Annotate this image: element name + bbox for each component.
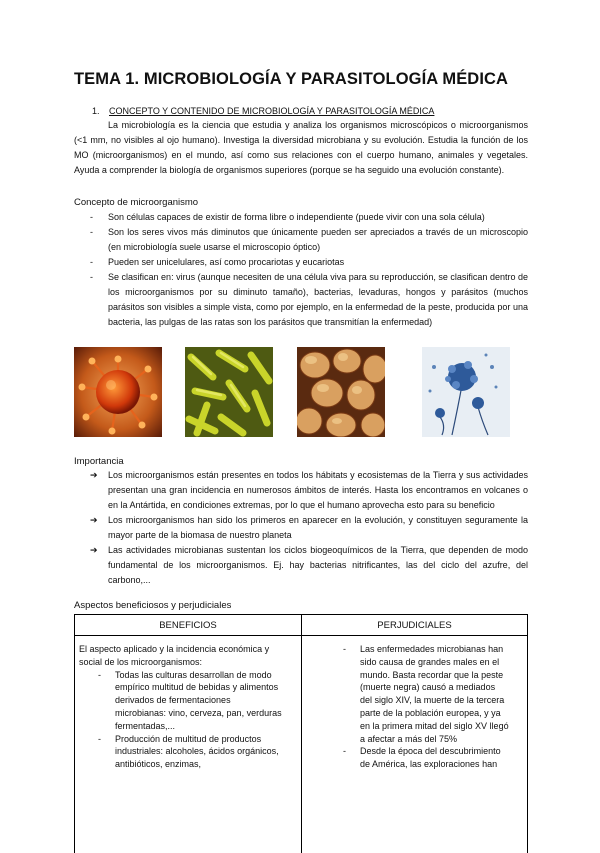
list-item: - Son células capaces de existir de forma libre o independiente (puede vivir con una sola célula): [74, 210, 528, 225]
importance-list: [74, 468, 528, 588]
bacteria-micrograph: [185, 347, 273, 437]
section-number: 1.: [92, 106, 109, 116]
fungus-micrograph: [422, 347, 510, 437]
list-item: - Se clasifican en: virus (aunque necesiten de una célula viva para su reproducción, se clasifican dentro de los microorganismos por su diminuto tamaño), bacterias, levaduras, hongos y parásitos (muchos parásitos son visibles a simple vista, como por ejemplo, en la enfermedad de la peste, producida por una bacteria, las pulgas de las ratas son los parásitos que transmitían la enfermedad): [74, 270, 528, 330]
benefits-header: BENEFICIOS: [75, 615, 302, 636]
list-item: - Producción de multitud de productos industriales: alcoholes, ácidos orgánicos, antibióticos, enzimas,: [79, 733, 283, 771]
arrow-icon: ➔: [90, 468, 98, 483]
benefits-intro: El aspecto aplicado y la incidencia económica y social de los microorganismos:: [79, 641, 297, 669]
list-item: - Todas las culturas desarrollan de modo empírico multitud de bebidas y alimentos derivados de fermentaciones microbianas: vino, cerveza, pan, verduras fermentadas,...: [79, 669, 283, 733]
page-title: TEMA 1. MICROBIOLOGÍA Y PARASITOLOGÍA MÉDICA: [74, 70, 508, 89]
aspects-heading: Aspectos beneficiosos y perjudiciales: [74, 600, 231, 611]
list-item: ➔ Los microorganismos están presentes en todos los hábitats y ecosistemas de la Tierra y sus actividades presentan una gran incidencia en numerosos ámbitos de interés. Hasta los encontramos en volcanes o en la Antártida, en condiciones extremas, por lo que el humano aprovecha esto para su beneficio: [74, 468, 528, 513]
harms-cell: [302, 636, 528, 853]
list-item: ➔ Los microorganismos han sido los primeros en aparecer en la evolución, y constituyen seguramente la mayor parte de la biomasa de nuestro planeta: [74, 513, 528, 543]
harms-header: PERJUDICIALES: [302, 615, 528, 636]
yeast-micrograph: [297, 347, 385, 437]
benefits-cell: [75, 636, 302, 853]
list-item: ➔ Las actividades microbianas sustentan los ciclos biogeoquímicos de la Tierra, que dependen de modo fundamental de los microorganismos. Ej. hay bacterias nitrificantes, las del ciclo del azufre, del carbono,...: [74, 543, 528, 588]
section-title: CONCEPTO Y CONTENIDO DE MICROBIOLOGÍA Y PARASITOLOGÍA MÉDICA: [109, 106, 434, 116]
concept-heading: Concepto de microorganismo: [74, 197, 198, 208]
list-item: - Pueden ser unicelulares, así como procariotas y eucariotas: [74, 255, 528, 270]
list-item: - Son los seres vivos más diminutos que únicamente pueden ser apreciados a través de un microscopio (en microbiología suele usarse el microscopio óptico): [74, 225, 528, 255]
list-item: - Las enfermedades microbianas han sido causa de grandes males en el mundo. Basta recordar que la peste (muerte negra) causó a mediados del siglo XIV, la muerte de la tercera parte de la población europea, y ya en la primera mitad del siglo XV llegó a afectar a más del 75%: [324, 643, 509, 745]
section-heading: [92, 106, 434, 116]
importance-heading: Importancia: [74, 456, 124, 467]
virus-illustration: [74, 347, 162, 437]
aspects-table: [74, 614, 528, 853]
benefits-list: [79, 669, 297, 771]
list-item: - Desde la época del descubrimiento de América, las exploraciones han: [324, 745, 509, 771]
harms-list: [306, 641, 523, 771]
arrow-icon: ➔: [90, 513, 98, 528]
arrow-icon: ➔: [90, 543, 98, 558]
intro-paragraph: La microbiología es la ciencia que estudia y analiza los organismos microscópicos o microorganismos (<1 mm, no visibles al ojo humano). Investiga la diversidad microbiana y su evolución. Estudia la función de los MO (microorganismos) en el mundo, así como sus relaciones con el cuerpo humano, animales y vegetales. Ayuda a comprender la biología de organismos superiores (porque se ha seguido una evolución constante).: [74, 118, 528, 178]
concept-list: [74, 210, 528, 330]
